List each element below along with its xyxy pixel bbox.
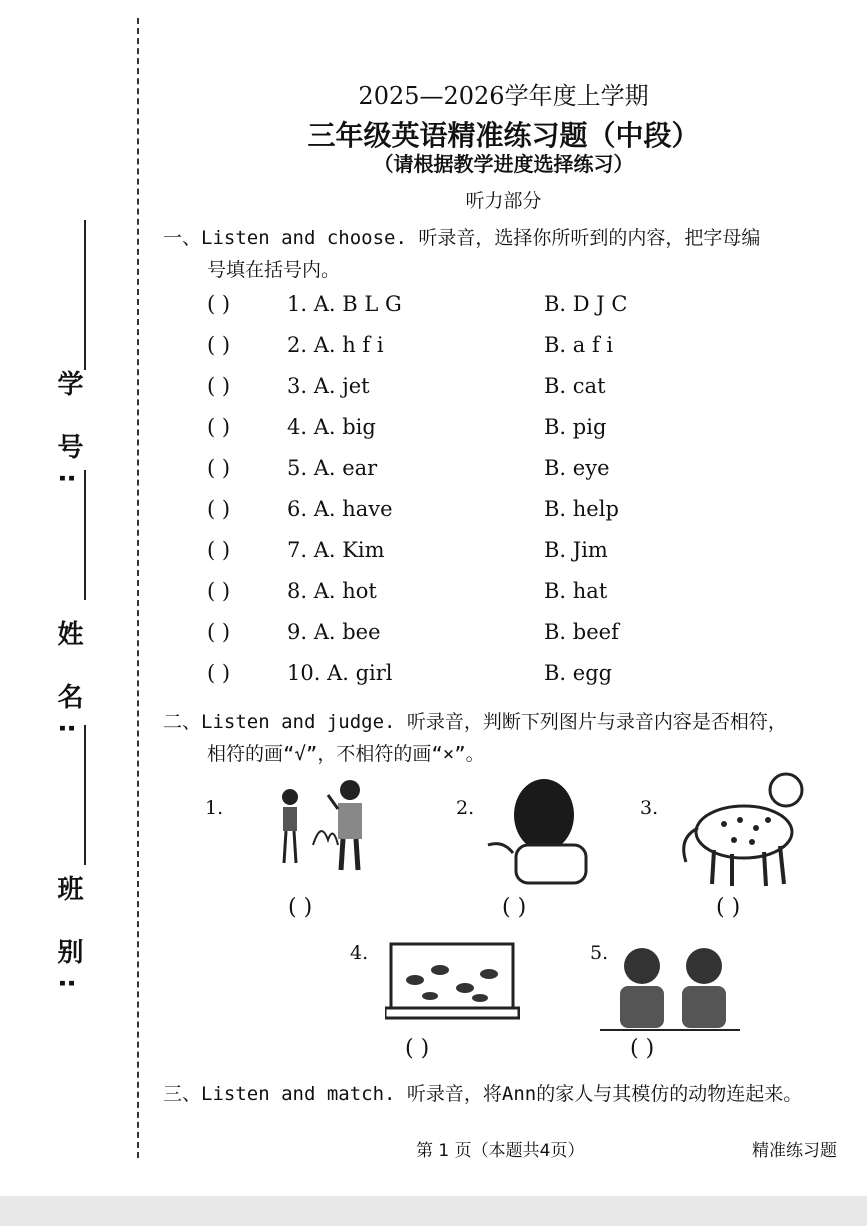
school-year: 2025—2026学年度上学期 — [358, 82, 649, 110]
option-b: B. help — [544, 497, 619, 521]
answer-blank-2[interactable]: ( ) — [502, 895, 527, 920]
option-a: 6. A. have — [287, 497, 393, 521]
answer-blank[interactable]: ( ) — [207, 374, 231, 398]
choice-row — [207, 497, 727, 527]
choice-row — [207, 333, 727, 363]
picture-number-3: 3. — [640, 797, 659, 819]
answer-blank[interactable]: ( ) — [207, 620, 231, 644]
answer-blank-5[interactable]: ( ) — [630, 1036, 655, 1061]
option-b: B. pig — [544, 415, 607, 439]
name-label: 姓 名: — [53, 620, 83, 748]
student-id-line-lower — [84, 470, 86, 600]
option-a: 8. A. hot — [287, 579, 377, 603]
option-a: 4. A. big — [287, 415, 376, 439]
q2-line2: 相符的画“√”，不相符的画“×”。 — [207, 743, 485, 765]
option-b: B. cat — [544, 374, 606, 398]
option-b: B. D J C — [544, 292, 628, 316]
answer-blank[interactable]: ( ) — [207, 292, 231, 316]
answer-blank[interactable]: ( ) — [207, 333, 231, 357]
footer-brand: 精准练习题 — [752, 1141, 837, 1161]
page-title: 三年级英语精准练习题（中段） — [307, 119, 700, 152]
q1-instructions — [163, 222, 853, 286]
answer-blank[interactable]: ( ) — [207, 415, 231, 439]
page-subtitle: （请根据教学进度选择练习） — [373, 152, 634, 176]
option-a: 2. A. h f i — [287, 333, 384, 357]
option-b: B. beef — [544, 620, 619, 644]
scan-bottom-band — [0, 1196, 867, 1226]
choice-row — [207, 661, 727, 691]
option-b: B. egg — [544, 661, 613, 685]
q3-line1: 三、Listen and match. 听录音，将Ann的家人与其模仿的动物连起来。 — [163, 1083, 803, 1105]
student-id-line — [84, 220, 86, 370]
option-a: 10. A. girl — [287, 661, 393, 685]
student-id-label: 学 号: — [53, 370, 83, 498]
answer-blank-3[interactable]: ( ) — [716, 895, 741, 920]
picture-boy-face — [486, 775, 591, 885]
q2-line1: 二、Listen and judge. 听录音，判断下列图片与录音内容是否相符， — [163, 711, 787, 733]
binding-dashed-line — [137, 18, 139, 1158]
picture-fish-tank — [385, 940, 520, 1022]
choice-row — [207, 456, 727, 486]
option-b: B. hat — [544, 579, 608, 603]
option-b: B. a f i — [544, 333, 614, 357]
q1-line1: 一、Listen and choose. 听录音，选择你所听到的内容，把字母编 — [163, 227, 761, 249]
option-b: B. Jim — [544, 538, 608, 562]
choice-row — [207, 620, 727, 650]
picture-people-greeting — [268, 775, 378, 875]
option-a: 7. A. Kim — [287, 538, 385, 562]
q2-instructions — [163, 706, 853, 770]
picture-number-5: 5. — [590, 942, 609, 964]
q1-line2: 号填在括号内。 — [207, 259, 341, 281]
picture-leopard — [674, 762, 809, 890]
answer-blank[interactable]: ( ) — [207, 456, 231, 480]
answer-blank-1[interactable]: ( ) — [288, 895, 313, 920]
name-line — [84, 725, 86, 865]
option-a: 3. A. jet — [287, 374, 370, 398]
answer-blank[interactable]: ( ) — [207, 538, 231, 562]
choice-row — [207, 374, 727, 404]
picture-number-4: 4. — [350, 942, 369, 964]
option-a: 5. A. ear — [287, 456, 378, 480]
answer-blank[interactable]: ( ) — [207, 497, 231, 521]
page-number: 第 1 页（本题共4页） — [416, 1141, 585, 1161]
q3-instructions — [163, 1078, 853, 1110]
picture-number-1: 1. — [205, 797, 224, 819]
choice-row — [207, 579, 727, 609]
option-b: B. eye — [544, 456, 610, 480]
answer-blank[interactable]: ( ) — [207, 661, 231, 685]
answer-blank[interactable]: ( ) — [207, 579, 231, 603]
choice-row — [207, 415, 727, 445]
option-a: 9. A. bee — [287, 620, 381, 644]
choice-row — [207, 292, 727, 322]
picture-number-2: 2. — [456, 797, 475, 819]
class-label: 班 别: — [53, 875, 83, 1003]
section-title: 听力部分 — [465, 190, 542, 212]
picture-two-boys — [600, 942, 740, 1032]
choice-row — [207, 538, 727, 568]
answer-blank-4[interactable]: ( ) — [405, 1036, 430, 1061]
option-a: 1. A. B L G — [287, 292, 402, 316]
